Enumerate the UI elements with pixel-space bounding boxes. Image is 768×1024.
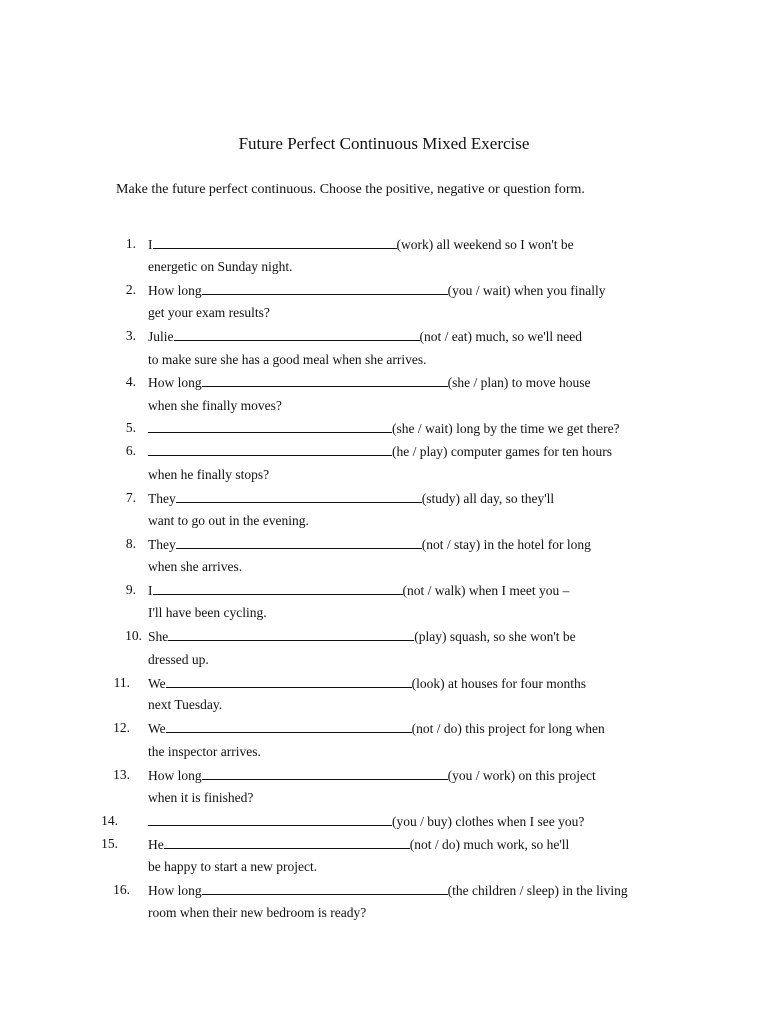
item-text — [148, 280, 605, 301]
exercise-item-continuation — [0, 742, 768, 762]
item-number: 5. — [125, 420, 136, 435]
item-prompt: (study) all day, so they'll — [421, 491, 555, 506]
item-continuation-text: when it is finished? — [148, 790, 254, 805]
item-continuation-text: next Tuesday. — [148, 697, 223, 712]
exercise-item — [0, 372, 768, 392]
item-text — [148, 488, 554, 509]
answer-blank[interactable] — [202, 880, 448, 895]
item-number: 11. — [113, 675, 130, 690]
exercise-item-continuation — [0, 257, 768, 277]
answer-blank[interactable] — [202, 765, 448, 780]
instructions: Make the future perfect continuous. Choose the positive, negative or question form. — [116, 182, 585, 197]
item-continuation-text: be happy to start a new project. — [148, 859, 318, 874]
exercise-item-continuation — [0, 557, 768, 577]
item-subject: I — [148, 583, 153, 598]
item-prompt: (look) at houses for four months — [411, 676, 587, 691]
item-prompt: (he / play) computer games for ten hours — [392, 444, 613, 459]
item-continuation-text: room when their new bedroom is ready? — [148, 905, 367, 920]
exercise-item — [0, 880, 768, 900]
exercise-item — [0, 418, 768, 438]
item-text — [148, 234, 574, 255]
answer-blank[interactable] — [202, 372, 448, 387]
item-number: 12. — [113, 720, 130, 735]
answer-blank[interactable] — [168, 626, 414, 641]
exercise-item — [0, 234, 768, 254]
answer-blank[interactable] — [164, 834, 410, 849]
item-continuation-text: to make sure she has a good meal when she arrives. — [148, 352, 427, 367]
item-continuation-text: when she finally moves? — [148, 398, 282, 413]
item-prompt: (not / do) much work, so he'll — [409, 837, 570, 852]
item-text — [148, 534, 591, 555]
exercise-item-continuation — [0, 350, 768, 370]
exercise-item-continuation — [0, 465, 768, 485]
item-subject: We — [148, 676, 166, 691]
item-text — [148, 765, 596, 786]
answer-blank[interactable] — [174, 326, 420, 341]
exercise-item — [0, 718, 768, 738]
item-text — [148, 626, 576, 647]
item-text — [148, 718, 605, 739]
item-subject: He — [148, 837, 164, 852]
item-number: 14. — [101, 813, 118, 828]
item-prompt: (she / plan) to move house — [447, 375, 591, 390]
item-subject: They — [148, 537, 176, 552]
exercise-item-continuation — [0, 857, 768, 877]
item-prompt: (not / stay) in the hotel for long — [421, 537, 591, 552]
item-prompt: (you / buy) clothes when I see you? — [392, 814, 585, 829]
exercise-item — [0, 441, 768, 461]
item-number: 15. — [101, 836, 118, 851]
item-prompt: (she / wait) long by the time we get there? — [392, 421, 620, 436]
item-prompt: (not / walk) when I meet you – — [402, 583, 570, 598]
item-subject: We — [148, 721, 166, 736]
page-title: Future Perfect Continuous Mixed Exercise — [238, 134, 530, 153]
exercise-item — [0, 326, 768, 346]
item-subject: How long — [148, 283, 202, 298]
item-prompt: (work) all weekend so I won't be — [396, 237, 574, 252]
item-prompt: (you / work) on this project — [447, 768, 596, 783]
item-text — [148, 880, 628, 901]
exercise-item — [0, 488, 768, 508]
item-continuation-text: get your exam results? — [148, 305, 270, 320]
exercise-item — [0, 280, 768, 300]
answer-blank[interactable] — [153, 580, 403, 595]
exercise-item — [0, 673, 768, 693]
item-number: 7. — [125, 490, 136, 505]
item-text — [148, 580, 569, 601]
item-continuation-text: energetic on Sunday night. — [148, 259, 293, 274]
answer-blank[interactable] — [153, 234, 397, 249]
item-number: 1. — [125, 236, 136, 251]
item-subject: How long — [148, 883, 202, 898]
item-prompt: (not / do) this project for long when — [411, 721, 605, 736]
answer-blank[interactable] — [166, 673, 412, 688]
item-text — [148, 372, 590, 393]
item-continuation-text: the inspector arrives. — [148, 744, 261, 759]
answer-blank[interactable] — [176, 488, 422, 503]
item-subject: I — [148, 237, 153, 252]
item-prompt: (you / wait) when you finally — [447, 283, 606, 298]
answer-blank[interactable] — [148, 441, 392, 456]
item-text — [148, 811, 584, 832]
exercise-item-continuation — [0, 396, 768, 416]
exercise-item — [0, 580, 768, 600]
answer-blank[interactable] — [166, 718, 412, 733]
item-continuation-text: when she arrives. — [148, 559, 243, 574]
item-text — [148, 673, 586, 694]
item-number: 16. — [113, 882, 130, 897]
item-subject: She — [148, 629, 169, 644]
item-subject: They — [148, 491, 176, 506]
answer-blank[interactable] — [202, 280, 448, 295]
item-number: 13. — [113, 767, 130, 782]
item-text — [148, 326, 582, 347]
item-subject: How long — [148, 768, 202, 783]
exercise-item — [0, 765, 768, 785]
answer-blank[interactable] — [148, 811, 392, 826]
item-prompt: (the children / sleep) in the living — [447, 883, 628, 898]
item-subject: Julie — [148, 329, 174, 344]
item-text — [148, 834, 569, 855]
item-number: 10. — [125, 628, 142, 643]
item-text — [148, 441, 612, 462]
exercise-item-continuation — [0, 511, 768, 531]
item-number: 8. — [125, 536, 136, 551]
exercise-item-continuation — [0, 303, 768, 323]
exercise-item — [0, 834, 768, 854]
answer-blank[interactable] — [148, 418, 392, 433]
item-continuation-text: dressed up. — [148, 652, 209, 667]
exercise-item-continuation — [0, 903, 768, 923]
item-prompt: (not / eat) much, so we'll need — [419, 329, 583, 344]
item-prompt: (play) squash, so she won't be — [414, 629, 576, 644]
item-number: 2. — [125, 282, 136, 297]
exercise-item — [0, 626, 768, 646]
item-continuation-text: I'll have been cycling. — [148, 605, 267, 620]
exercise-item — [0, 534, 768, 554]
answer-blank[interactable] — [176, 534, 422, 549]
item-continuation-text: when he finally stops? — [148, 467, 270, 482]
item-subject: How long — [148, 375, 202, 390]
exercise-item-continuation — [0, 650, 768, 670]
exercise-item-continuation — [0, 695, 768, 715]
item-number: 4. — [125, 374, 136, 389]
item-number: 6. — [125, 443, 136, 458]
exercise-item-continuation — [0, 788, 768, 808]
item-continuation-text: want to go out in the evening. — [148, 513, 309, 528]
item-text — [148, 418, 620, 439]
exercise-item — [0, 811, 768, 831]
exercise-item-continuation — [0, 603, 768, 623]
item-number: 3. — [125, 328, 136, 343]
item-number: 9. — [125, 582, 136, 597]
